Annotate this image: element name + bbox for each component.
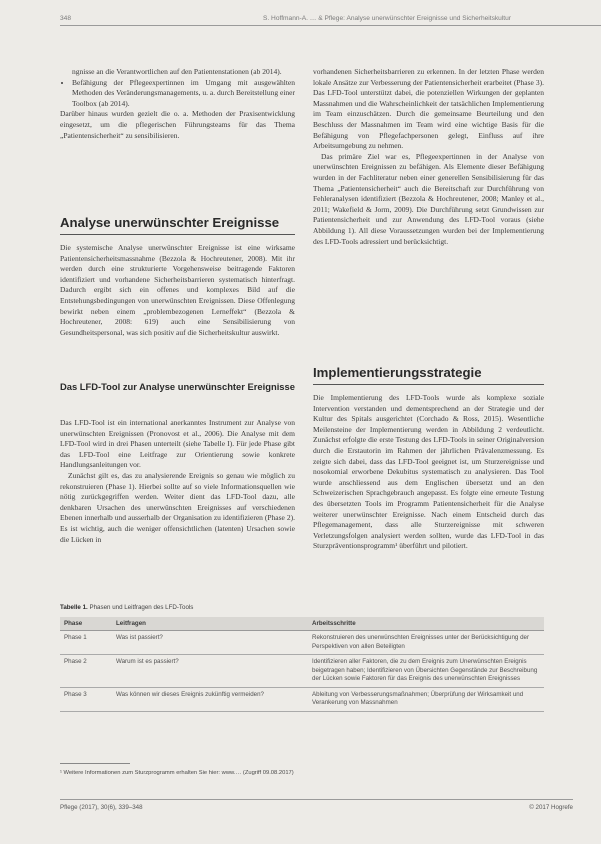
section-heading-rule [60,234,295,235]
footer-copyright: © 2017 Hogrefe [529,804,573,811]
paragraph: Darüber hinaus wurden gezielt die o. a. Methoden der Praxisentwicklung eingesetzt, um die pflegerischen Führungsteams für das Thema „Patientensicherheit“ zu sensibilisieren. [60,109,295,140]
footnote-rule [60,763,130,764]
header-rule [60,25,601,26]
table-cell: Identifizieren aller Faktoren, die zu dem Ereignis zum Unerwünschten Ereignis beigetragen haben; Identifizieren von Übersichten Gegenstände zur Beschreibung der Lücken sowie Faktoren für das Ereignis des unerwünschten Ereignisses [308,655,544,688]
right-column-section [313,393,544,552]
paragraph: Die Implementierung des LFD-Tools wurde als komplexe soziale Intervention verstanden und dementsprechend an der Strategie und der Kultur des Spitals ausgerichtet (Corchado & Ross, 2015). Wesentliche Meilensteine der Implementierung werden in Abbildung 2 verdeutlicht. Zunächst erfolgte die erste Testung des LFD-Tools in seiner Originalversion durch die Erstautorin im Rahmen der jährlichen Prävalenzmessung. Es zeigte sich dabei, dass das LFD-Tool geeignet ist, um Sturzereignisse und nosokomial erworbene Dekubitus systematisch zu analysieren. Das Tool wurde anschliessend aus dem Englischen übersetzt und an den Schweizerischen Sprachgebrauch angepasst. Es folgte eine erneute Testung des übersetzten Tools im Programm Patientensicherheit für die Analyse weiterer unerwünschter Ereignisse. Nach einem Entscheid durch das Pflegemanagement, dass alle Sturzereignisse mit schweren Verletzungsfolgen analysiert werden sollten, wurde das LFD-Tool in das Sturzpräventionsprogramm¹ überführt und pilotiert. [313,393,544,551]
table-cell: Phase 1 [60,631,112,655]
paragraph: ngnisse an die Verantwortlichen auf den Patientenstationen (ab 2014). [72,67,282,76]
table-cell: Ableitung von Verbesserungsmaßnahmen; Überprüfung der Wirksamkeit und Verankerung von Massnahmen [308,687,544,711]
page-number: 348 [60,15,72,22]
table-cell: Was ist passiert? [112,631,308,655]
paragraph: Das primäre Ziel war es, Pflegeexpertinnen in der Analyse von unerwünschten Ereignissen zu befähigen. Als Elemente dieser Befähigung wurden in der Fachliteratur neben einer generellen Sensibilisierung für das Thema „Patientensicherheit“ auch die Bereitschaft zur Durchführung von Fehleranalysen identifiziert (Bezzola & Hochreutener, 2008; Manley et al., 2011; Wakefield & Jorm, 2009). Die Durchführung setzt Grundwissen zur Patientensicherheit und zur Anwendung des LFD-Tool voraus (siehe Abbildung 1). All diese Voraussetzungen wurden bei der Implementierung des LFD-Tools adressiert und berücksichtigt. [313,151,544,246]
left-column-top [60,67,295,141]
paragraph: Die systemische Analyse unerwünschter Ereignisse ist eine wirksame Patientensicherheitsmassnahme (Bezzola & Hochreutener, 2008). Mit ihr werden durch eine strukturierte Vorgehensweise beitragende Faktoren identifiziert und vorhandene Sicherheitsbarrieren systematisch hinterfragt. Dadurch ergibt sich ein offenes und komplexes Bild auf die Entstehungsbedingungen von unerwünschten Ereignissen. Diese Offenlegung bewirkt neben einem „problembezogenen Lerneffekt“ (Bezzola & Hochreutener, 2008: 619) auch eine Sensibilisierung von Gesundheitspersonal, was sich positiv auf die Sicherheitskultur auswirkt. [60,243,295,337]
subsection-heading-lfd: Das LFD-Tool zur Analyse unerwünschter Ereignisse [60,381,295,392]
phases-table [60,617,544,712]
table-row [60,655,544,688]
table-cell: Warum ist es passiert? [112,655,308,688]
left-column-section [60,243,295,338]
table-row [60,687,544,711]
footnote: ¹ Weitere Informationen zum Sturzprogramm erhalten Sie hier: www.… (Zugriff 09.08.2017) [60,770,294,776]
section-heading-analyse: Analyse unerwünschter Ereignisse [60,215,280,230]
paragraph: Zunächst gilt es, das zu analysierende Ereignis so genau wie möglich zu rekonstruieren (Phase 1). Hierbei sollte auf so viele Informationsquellen wie nötig zurückgegriffen werden. Weiter dient das LFD-Tool dazu, alle denkbaren Ursachen des unerwünschten Ereignisses auf verschiedenen Ebenen innerhalb und ausserhalb der Organisation zu identifizieren (Phase 2). Es ist wichtig, auch die weniger offensichtlichen (latenten) Ursachen sowie die Lücken in [60,470,295,544]
footer-rule [60,799,573,800]
bullet-list [60,78,295,110]
table-caption-label: Tabelle 1. [60,604,88,611]
footer-citation: Pflege (2017), 30(6), 339–348 [60,804,143,811]
right-column-top [313,67,544,247]
table-caption [60,604,193,611]
table-cell: Was können wir dieses Ereignis zukünftig vermeiden? [112,687,308,711]
table-row [60,631,544,655]
table-cell: Phase 2 [60,655,112,688]
column-header: Arbeitsschritte [308,617,544,631]
left-column-sub [60,418,295,545]
column-header: Phase [60,617,112,631]
section-heading-rule [313,384,544,385]
table-cell: Phase 3 [60,687,112,711]
table-header-row [60,617,544,631]
running-title: S. Hoffmann-A. … & Pflege: Analyse unerwünschter Ereignisse und Sicherheitskultur [263,15,512,22]
table-cell: Rekonstruieren des unerwünschten Ereignisses unter der Berücksichtigung der Perspektiven von allen Beteiligten [308,631,544,655]
section-heading-implementierung: Implementierungsstrategie [313,365,482,380]
table-caption-text: Phasen und Leitfragen des LFD-Tools [89,604,194,611]
paragraph: vorhandenen Sicherheitsbarrieren zu erkennen. In der letzten Phase werden lokale Ansätze zur Verbesserung der Patientensicherheit erarbeitet (Phase 3). Das LFD-Tool unterstützt dabei, die potenziellen Wirkungen der geplanten Massnahmen und die Wahrscheinlichkeit der tatsächlichen Implementierung im Team einzuschätzen. Durch die gemeinsame Beurteilung und den Beschluss der Massnahmen im Team wird eine wichtige Basis für die Befähigung von Pflegefachpersonen gelegt, Einfluss auf ihre Arbeitsumgebung zu nehmen. [313,67,544,151]
column-header: Leitfragen [112,617,308,631]
list-item: • Befähigung der Pflegeexpertinnen im Umgang mit ausgewählten Methoden des Veränderungsmanagements, u. a. durch Bereitstellung einer Toolbox (ab 2014). [72,78,295,110]
paragraph: Das LFD-Tool ist ein international anerkanntes Instrument zur Analyse von unerwünschten Ereignissen (Pronovost et al., 2006). Die Analyse mit dem LFD-Tool wird in drei Phasen unterteilt (siehe Tabelle I). Für jede Phase gibt das LFD-Tool eine Leitfrage zur Orientierung sowie konkrete Handlungsanleitungen vor. [60,418,295,470]
